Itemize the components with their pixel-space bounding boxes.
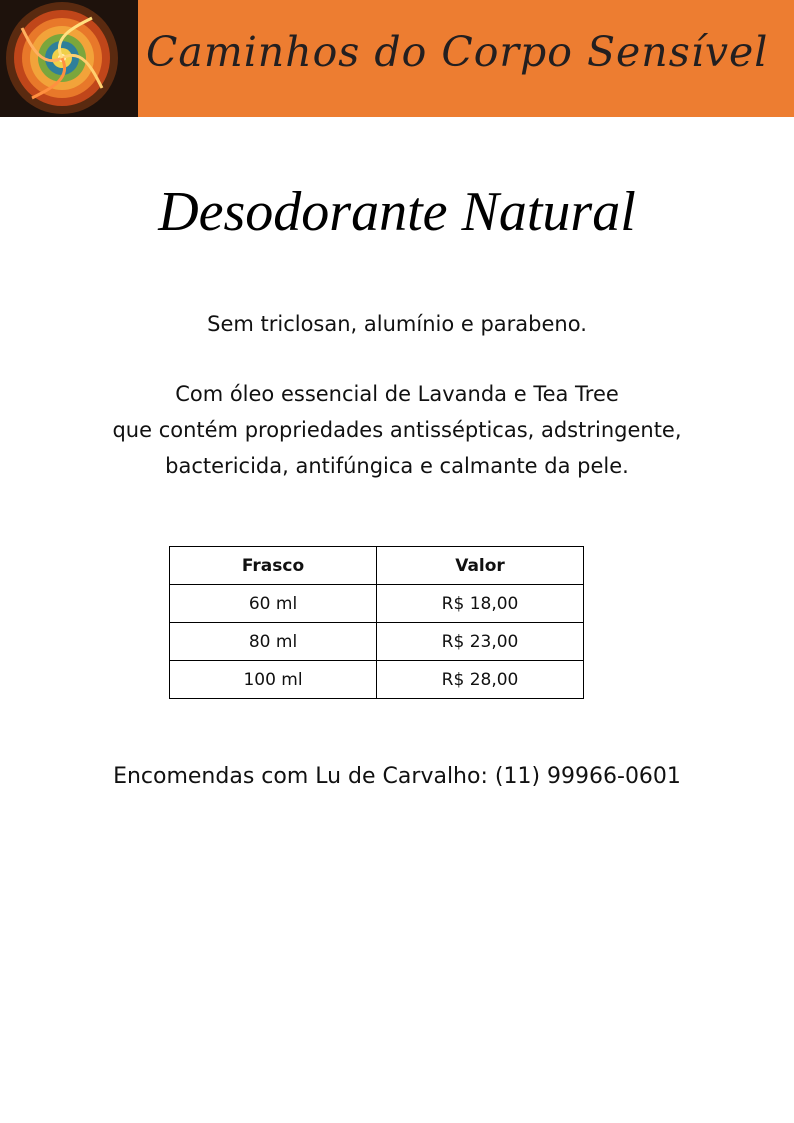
intro-line-3: que contém propriedades antissépticas, adstringente, xyxy=(112,418,682,442)
price-cell: R$ 23,00 xyxy=(377,623,584,661)
price-cell: R$ 28,00 xyxy=(377,661,584,699)
size-cell: 80 ml xyxy=(170,623,377,661)
size-cell: 100 ml xyxy=(170,661,377,699)
price-table xyxy=(169,546,584,699)
table-row xyxy=(170,585,584,623)
page-title: Desodorante Natural xyxy=(158,181,636,243)
price-cell: R$ 18,00 xyxy=(377,585,584,623)
intro-line-1: Sem triclosan, alumínio e parabeno. xyxy=(207,312,587,336)
header-banner xyxy=(0,0,794,117)
brand-name: Caminhos do Corpo Sensível xyxy=(146,28,769,76)
table-row xyxy=(170,623,584,661)
column-header-valor: Valor xyxy=(377,547,584,585)
spiral-flower-icon xyxy=(0,0,138,117)
table-header-row xyxy=(170,547,584,585)
column-header-frasco: Frasco xyxy=(170,547,377,585)
intro-line-2: Com óleo essencial de Lavanda e Tea Tree xyxy=(175,382,619,406)
size-cell: 60 ml xyxy=(170,585,377,623)
intro-line-4: bactericida, antifúngica e calmante da pele. xyxy=(165,454,629,478)
contact-info: Encomendas com Lu de Carvalho: (11) 99966-0601 xyxy=(113,764,681,789)
table-row xyxy=(170,661,584,699)
